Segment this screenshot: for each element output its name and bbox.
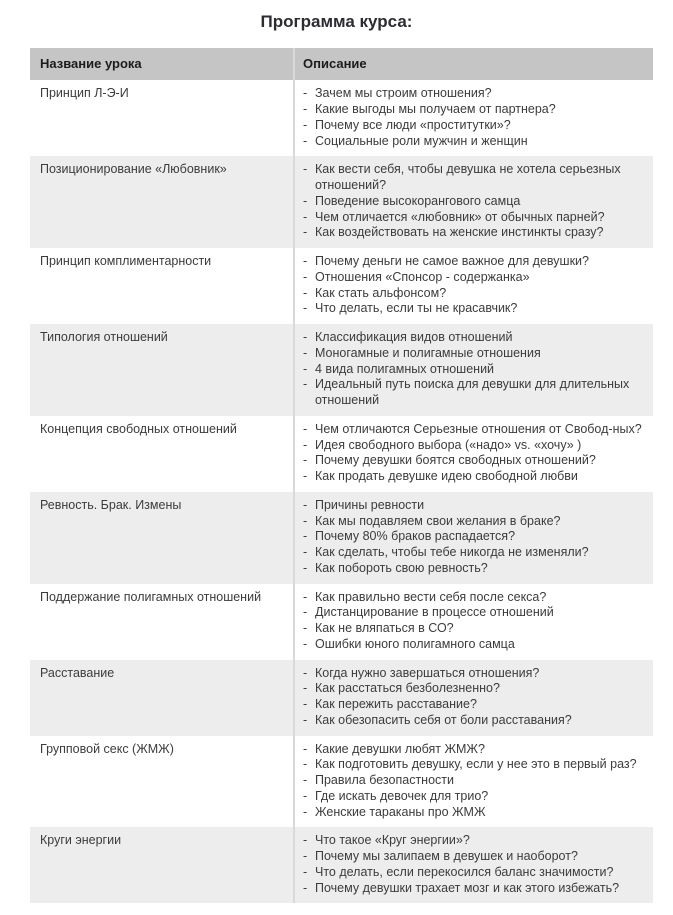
bullet-item	[303, 453, 645, 469]
bullet-text: Идея свободного выбора («надо» vs. «хочу» )	[315, 437, 582, 452]
bullet-dash: -	[303, 804, 308, 819]
bullet-item	[303, 469, 645, 485]
bullet-dash: -	[303, 545, 308, 560]
bullet-dash: -	[303, 345, 308, 360]
bullet-dash: -	[303, 665, 308, 680]
bullet-text: Когда нужно завершаться отношения?	[315, 665, 540, 680]
bullet-item	[303, 118, 645, 134]
bullet-dash: -	[303, 636, 308, 651]
bullet-text: Почему все люди «проститутки»?	[315, 117, 511, 132]
bullet-item	[303, 422, 645, 438]
bullet-item	[303, 301, 645, 317]
bullet-text: Чем отличаются Серьезные отношения от Свобод-ных?	[315, 421, 642, 436]
bullet-dash: -	[303, 697, 308, 712]
bullet-dash: -	[303, 605, 308, 620]
bullet-dash: -	[303, 849, 308, 864]
lesson-name-cell: Позиционирование «Любовник»	[30, 156, 295, 248]
bullet-item	[303, 742, 645, 758]
bullet-dash: -	[303, 681, 308, 696]
bullet-item	[303, 377, 645, 409]
description-cell	[295, 416, 653, 492]
bullet-item	[303, 621, 645, 637]
bullet-item	[303, 697, 645, 713]
table-row	[30, 827, 653, 903]
bullet-text: Как обезопасить себя от боли расставания?	[315, 712, 572, 727]
table-row	[30, 492, 653, 584]
bullet-item	[303, 757, 645, 773]
bullet-text: Как стать альфонсом?	[315, 285, 447, 300]
lesson-name-cell: Поддержание полигамных отношений	[30, 584, 295, 660]
bullet-text: Как мы подавляем свои желания в браке?	[315, 513, 561, 528]
table-header-row	[30, 48, 653, 80]
bullet-dash: -	[303, 833, 308, 848]
bullet-text: Что делать, если ты не красавчик?	[315, 301, 518, 316]
header-cell-description: Описание	[303, 56, 367, 71]
table-row	[30, 156, 653, 248]
bullet-text: Почему деньги не самое важное для девушки?	[315, 254, 589, 269]
bullet-item	[303, 254, 645, 270]
bullet-text: Ошибки юного полигамного самца	[315, 636, 515, 651]
bullet-dash: -	[303, 497, 308, 512]
bullet-item	[303, 102, 645, 118]
description-cell	[295, 584, 653, 660]
bullet-item	[303, 865, 645, 881]
bullet-text: Классификация видов отношений	[315, 330, 513, 345]
bullet-text: Причины ревности	[315, 497, 425, 512]
bullet-dash: -	[303, 225, 308, 240]
bullet-dash: -	[303, 560, 308, 575]
bullet-text: Поведение высокорангового самца	[315, 193, 521, 208]
bullet-text: Идеальный путь поиска для девушки для длительных отношений	[315, 377, 630, 408]
bullet-dash: -	[303, 621, 308, 636]
bullet-text: Социальные роли мужчин и женщин	[315, 133, 528, 148]
bullet-item	[303, 849, 645, 865]
bullet-item	[303, 438, 645, 454]
bullet-item	[303, 713, 645, 729]
table-row	[30, 660, 653, 736]
description-cell	[295, 492, 653, 584]
bullet-dash: -	[303, 864, 308, 879]
bullet-item	[303, 270, 645, 286]
bullet-item	[303, 210, 645, 226]
bullet-text: Как расстаться безболезненно?	[315, 681, 500, 696]
bullet-text: Как не вляпаться в СО?	[315, 621, 454, 636]
bullet-dash: -	[303, 421, 308, 436]
table-row	[30, 416, 653, 492]
description-cell	[295, 80, 653, 156]
description-cell	[295, 248, 653, 324]
bullet-dash: -	[303, 788, 308, 803]
bullet-text: Женские тараканы про ЖМЖ	[315, 804, 486, 819]
lesson-name-cell: Расставание	[30, 660, 295, 736]
bullet-text: Дистанцирование в процессе отношений	[315, 605, 554, 620]
bullet-text: Как вести себя, чтобы девушка не хотела серьезных отношений?	[315, 162, 621, 193]
bullet-dash: -	[303, 330, 308, 345]
header-cell-lesson-name: Название урока	[30, 48, 295, 80]
bullet-dash: -	[303, 589, 308, 604]
lesson-name-cell: Принцип комплиментарности	[30, 248, 295, 324]
bullet-item	[303, 881, 645, 897]
bullet-item	[303, 514, 645, 530]
bullet-dash: -	[303, 361, 308, 376]
bullet-dash: -	[303, 453, 308, 468]
bullet-dash: -	[303, 301, 308, 316]
bullet-dash: -	[303, 513, 308, 528]
bullet-text: Что такое «Круг энергии»?	[315, 833, 470, 848]
bullet-dash: -	[303, 254, 308, 269]
bullet-text: Чем отличается «любовник» от обычных парней?	[315, 209, 605, 224]
lesson-name-cell: Групповой секс (ЖМЖ)	[30, 736, 295, 828]
lesson-name-cell: Концепция свободных отношений	[30, 416, 295, 492]
bullet-dash: -	[303, 285, 308, 300]
bullet-text: Отношения «Спонсор - содержанка»	[315, 269, 530, 284]
bullet-text: Почему девушки боятся свободных отношений?	[315, 453, 596, 468]
bullet-item	[303, 286, 645, 302]
bullet-text: Моногамные и полигамные отношения	[315, 345, 541, 360]
table-body	[30, 80, 653, 903]
bullet-dash: -	[303, 529, 308, 544]
bullet-text: 4 вида полигамных отношений	[315, 361, 495, 376]
bullet-item	[303, 194, 645, 210]
bullet-text: Как воздействовать на женские инстинкты сразу?	[315, 225, 604, 240]
bullet-dash: -	[303, 269, 308, 284]
bullet-text: Как побороть свою ревность?	[315, 560, 488, 575]
lesson-name-cell: Типология отношений	[30, 324, 295, 416]
bullet-item	[303, 545, 645, 561]
bullet-item	[303, 498, 645, 514]
bullet-dash: -	[303, 757, 308, 772]
bullet-item	[303, 225, 645, 241]
bullet-item	[303, 789, 645, 805]
bullet-item	[303, 805, 645, 821]
description-cell	[295, 156, 653, 248]
bullet-item	[303, 86, 645, 102]
bullet-text: Какие выгоды мы получаем от партнера?	[315, 102, 556, 117]
description-cell	[295, 324, 653, 416]
bullet-item	[303, 134, 645, 150]
course-table	[30, 48, 653, 903]
bullet-item	[303, 605, 645, 621]
bullet-dash: -	[303, 880, 308, 895]
table-row	[30, 736, 653, 828]
bullet-dash: -	[303, 741, 308, 756]
bullet-dash: -	[303, 773, 308, 788]
bullet-item	[303, 561, 645, 577]
bullet-item	[303, 346, 645, 362]
bullet-dash: -	[303, 86, 308, 101]
description-cell	[295, 660, 653, 736]
bullet-dash: -	[303, 193, 308, 208]
bullet-item	[303, 529, 645, 545]
bullet-item	[303, 666, 645, 682]
bullet-text: Как правильно вести себя после секса?	[315, 589, 547, 604]
bullet-text: Какие девушки любят ЖМЖ?	[315, 741, 485, 756]
bullet-text: Как продать девушке идею свободной любви	[315, 469, 578, 484]
bullet-text: Где искать девочек для трио?	[315, 788, 489, 803]
bullet-text: Как подготовить девушку, если у нее это в первый раз?	[315, 757, 637, 772]
table-row	[30, 248, 653, 324]
bullet-dash: -	[303, 117, 308, 132]
bullet-text: Как пережить расставание?	[315, 697, 477, 712]
bullet-dash: -	[303, 712, 308, 727]
bullet-text: Правила безопастности	[315, 773, 454, 788]
bullet-dash: -	[303, 469, 308, 484]
lesson-name-cell: Круги энергии	[30, 827, 295, 903]
bullet-dash: -	[303, 162, 308, 177]
bullet-dash: -	[303, 377, 308, 392]
bullet-text: Почему девушки трахает мозг и как этого избежать?	[315, 880, 620, 895]
lesson-name-cell: Принцип Л-Э-И	[30, 80, 295, 156]
bullet-text: Что делать, если перекосился баланс значимости?	[315, 864, 614, 879]
table-row	[30, 324, 653, 416]
bullet-item	[303, 681, 645, 697]
bullet-item	[303, 330, 645, 346]
bullet-item	[303, 162, 645, 194]
description-cell	[295, 736, 653, 828]
bullet-text: Почему мы залипаем в девушек и наоборот?	[315, 849, 578, 864]
bullet-text: Как сделать, чтобы тебе никогда не изменяли?	[315, 545, 589, 560]
bullet-dash: -	[303, 209, 308, 224]
bullet-item	[303, 362, 645, 378]
lesson-name-cell: Ревность. Брак. Измены	[30, 492, 295, 584]
bullet-text: Почему 80% браков распадается?	[315, 529, 516, 544]
bullet-text: Зачем мы строим отношения?	[315, 86, 492, 101]
bullet-item	[303, 590, 645, 606]
bullet-item	[303, 637, 645, 653]
bullet-dash: -	[303, 102, 308, 117]
bullet-dash: -	[303, 437, 308, 452]
bullet-item	[303, 833, 645, 849]
page-title: Программа курса:	[260, 12, 413, 31]
table-row	[30, 584, 653, 660]
bullet-item	[303, 773, 645, 789]
bullet-dash: -	[303, 133, 308, 148]
description-cell	[295, 827, 653, 903]
table-row	[30, 80, 653, 156]
